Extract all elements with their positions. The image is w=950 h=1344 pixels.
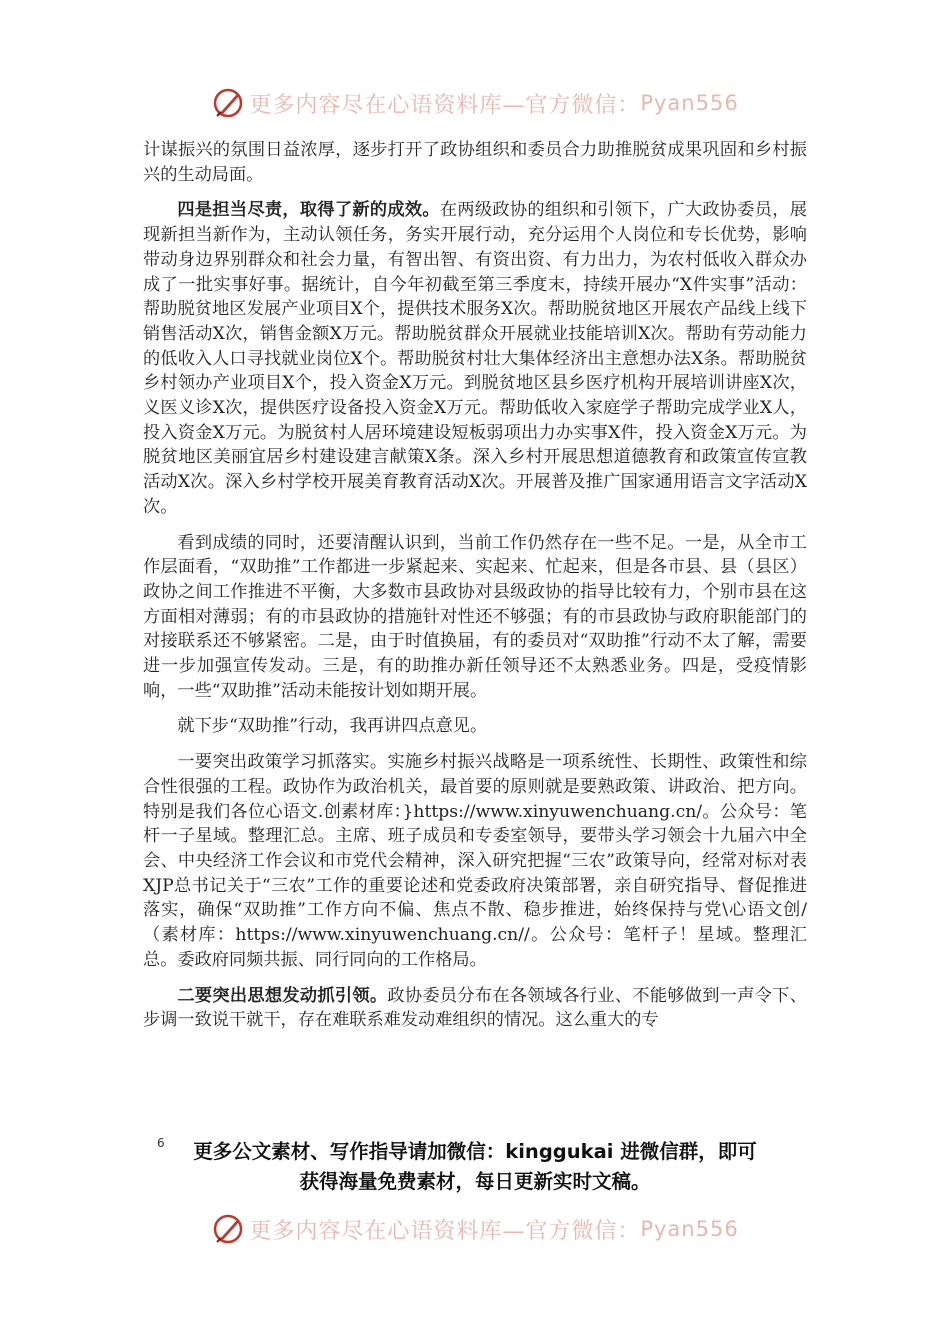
paragraph-5 xyxy=(143,750,807,972)
banner-wechat-id: Pyan556 xyxy=(640,91,739,115)
paragraph-6-text: 政协委员分布在各领域各行业、不能够做到一声令下、步调一致说干就干，存在难联系难发动难组织的情况。这么重大的专 xyxy=(143,985,807,1031)
banner-text: 更多内容尽在心语资料库—官方微信： xyxy=(249,92,641,118)
paragraph-1: 计谋振兴的氛围日益浓厚，逐步打开了政协组织和委员合力助推脱贫成果巩固和乡村振兴的生动局面。 xyxy=(143,140,807,185)
promo-notice xyxy=(143,1137,807,1197)
paragraph-6 xyxy=(143,984,807,1033)
promo-line-1: 更多公文素材、写作指导请加微信：kinggukai 进微信群，即可 xyxy=(193,1140,757,1163)
paragraph-6-heading: 二要突出思想发动抓引领。 xyxy=(177,985,388,1006)
header-watermark-banner xyxy=(0,86,950,120)
promo-line-2: 获得海量免费素材，每日更新实时文稿。 xyxy=(299,1170,651,1193)
paragraph-3: 看到成绩的同时，还要清醒认识到，当前工作仍然存在一些不足。一是，从全市工作层面看，“双助推”工作都进一步紧起来、实起来、忙起来，但是各市县、县（县区）政协之间工作推进不平衡，大多数市县政协对县级政协的指导比较有力，个别市县在这方面相对薄弱；有的市县政协的措施针对性还不够强；有的市县政协与政府职能部门的对接联系还不够紧密。二是，由于时值换届，有的委员对“双助推”行动不太了解，需要进一步加强宣传发动。三是，有的助推办新任领导还不太熟悉业务。四是，受疫情影响，一些“双助推”活动未能按计划如期开展。 xyxy=(143,532,807,701)
paragraph-2-heading: 四是担当尽责，取得了新的成效。 xyxy=(177,200,440,221)
paragraph-2 xyxy=(143,198,807,519)
banner-wechat-id: Pyan556 xyxy=(640,1217,739,1241)
pen-logo-icon xyxy=(211,1212,245,1246)
paragraph-2-text: 在两级政协的组织和引领下，广大政协委员，展现新担当新作为，主动认领任务，务实开展行动，充分运用个人岗位和专长优势，影响带动身边界别群众和社会力量，有智出智、有资出资、有力出力，为农村低收入群众办成了一批实事好事。据统计，自今年初截至第三季度末，持续开展办“X件实事”活动：帮助脱贫地区发展产业项目X个，提供技术服务X次。帮助脱贫地区开展农产品线上线下销售活动X次，销售金额X万元。帮助脱贫群众开展就业技能培训X次。帮助有劳动能力的低收入人口寻找就业岗位X个。帮助脱贫村壮大集体经济出主意想办法X条。帮助脱贫乡村领办产业项目X个，投入资金X万元。到脱贫地区县乡医疗机构开展培训讲座X次，义医义诊X次，提供医疗设备投入资金X万元。帮助低收入家庭学子帮助完成学业X人，投入资金X万元。为脱贫村人居环境建设短板弱项出力办实事X件，投入资金X万元。为脱贫地区美丽宜居乡村建设建言献策X条。深入乡村开展思想道德教育和政策宣传宣教活动X次。深入乡村学校开展美育教育活动X次。开展普及推广国家通用语言文字活动X次。 xyxy=(143,200,807,517)
pen-logo-icon xyxy=(211,86,245,120)
document-body xyxy=(143,138,807,1044)
paragraph-5-text: 实施乡村振兴战略是一项系统性、长期性、政策性和综合性很强的工程。政协作为政治机关，最首要的原则就是要熟政策、讲政治、把方向。特别是我们各位心语文.创素材库：}https://www.xinyuwenchuang.cn/。公众号：笔杆一子星域。整理汇总。主席、班子成员和专委室领导，要带头学习领会十九届六中全会、中央经济工作会议和市党代会精神，深入研究把握“三农”政策导向，经常对标对表XJP总书记关于“三农”工作的重要论述和党委政府决策部署，亲自研究指导、督促推进落实，确保“双助推”工作方向不偏、焦点不散、稳步推进，始终保持与党\心语文创/（素材库：https://www.xinyuwenchuang.cn//。公众号：笔杆子！星域。整理汇总。委政府同频共振、同行同向的工作格局。 xyxy=(143,752,807,970)
corner-mark: 6 xyxy=(157,1136,165,1150)
footer-watermark-banner xyxy=(0,1212,950,1246)
banner-text: 更多内容尽在心语资料库—官方微信： xyxy=(249,1218,641,1244)
paragraph-5-heading: 一要突出政策学习抓落实。 xyxy=(177,752,388,773)
paragraph-4: 就下步“双助推”行动，我再讲四点意见。 xyxy=(177,716,488,737)
